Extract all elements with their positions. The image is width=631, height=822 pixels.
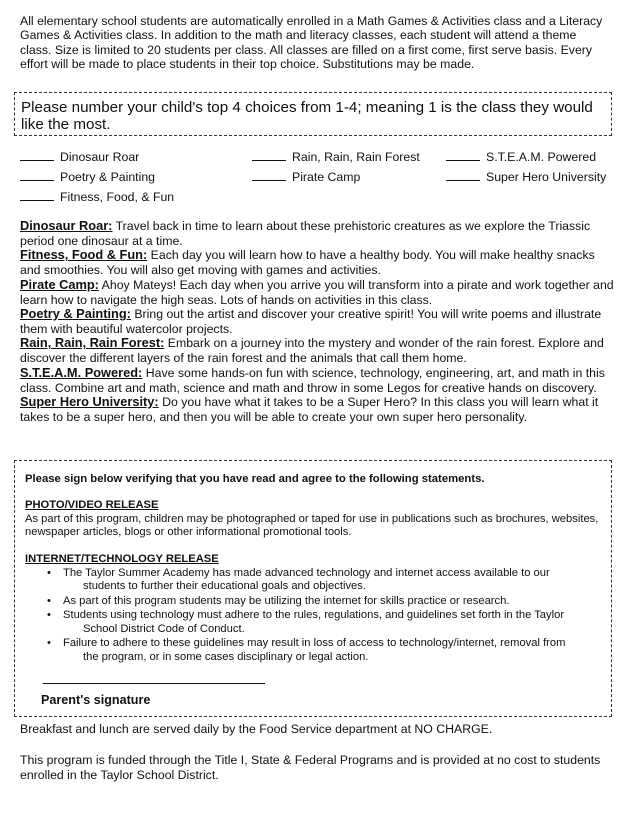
choice-label: Fitness, Food, & Fun bbox=[60, 190, 175, 204]
list-item bbox=[45, 609, 601, 636]
choice-steam-powered[interactable] bbox=[446, 150, 596, 165]
list-item bbox=[45, 637, 601, 664]
choice-super-hero-university[interactable] bbox=[446, 170, 606, 185]
internet-release-list bbox=[45, 567, 601, 665]
desc-poetry-painting bbox=[20, 307, 614, 336]
bullet-text-continued: School District Code of Conduct. bbox=[83, 622, 245, 635]
desc-text: Travel back in time to learn about these prehistoric creatures as we explore the Triassic period one dinosaur at a time. bbox=[20, 219, 591, 248]
choice-label: Dinosaur Roar bbox=[60, 150, 140, 164]
rank-blank[interactable] bbox=[252, 171, 286, 181]
bullet-icon: • bbox=[47, 594, 51, 607]
desc-fitness-food-fun bbox=[20, 248, 614, 277]
choice-label: S.T.E.A.M. Powered bbox=[486, 150, 597, 164]
desc-title: Poetry & Painting: bbox=[20, 306, 131, 322]
desc-steam-powered bbox=[20, 366, 614, 395]
bullet-text: The Taylor Summer Academy has made advanced technology and internet access available to our bbox=[63, 567, 550, 579]
bullet-text-continued: the program, or in some cases disciplinary or legal action. bbox=[83, 650, 369, 663]
desc-super-hero-university bbox=[20, 395, 614, 424]
bullet-icon: • bbox=[47, 567, 51, 579]
bullet-text: Failure to adhere to these guidelines may result in loss of access to technology/internet, removal from bbox=[63, 637, 566, 650]
desc-text: Do you have what it takes to be a Super Hero? In this class you will learn what it takes to be a super hero, and then you will be able to create your own super hero personality. bbox=[20, 395, 599, 425]
desc-title: Dinosaur Roar: bbox=[20, 218, 113, 233]
agreement-box bbox=[14, 460, 612, 717]
signature-label: Parent's signature bbox=[41, 693, 151, 707]
list-item bbox=[45, 595, 601, 608]
bullet-text-continued: students to further their educational goals and objectives. bbox=[83, 580, 366, 593]
class-descriptions bbox=[20, 219, 614, 424]
bullet-icon: • bbox=[47, 637, 51, 650]
photo-release-title: PHOTO/VIDEO RELEASE bbox=[25, 499, 159, 511]
choice-pirate-camp[interactable] bbox=[252, 170, 360, 185]
choice-rain-forest[interactable] bbox=[252, 150, 420, 165]
rank-blank[interactable] bbox=[20, 171, 54, 181]
bullet-text: Students using technology must adhere to the rules, regulations, and guidelines set forth in the Taylor bbox=[63, 609, 565, 622]
choice-label: Poetry & Painting bbox=[60, 170, 156, 184]
internet-release-title: INTERNET/TECHNOLOGY RELEASE bbox=[25, 553, 219, 565]
bullet-icon: • bbox=[47, 609, 51, 622]
rank-blank[interactable] bbox=[20, 191, 54, 201]
rank-blank[interactable] bbox=[20, 151, 54, 161]
choice-label: Rain, Rain, Rain Forest bbox=[292, 150, 420, 164]
meals-note: Breakfast and lunch are served daily by the Food Service department at NO CHARGE. bbox=[20, 722, 493, 736]
intro-paragraph: All elementary school students are automatically enrolled in a Math Games & Activities class and a Literacy Games & Activities class. In addition to the math and literacy classes, each student will attend a theme class. Size is limited to 20 students per class. All classes are filled on a first come, first serve basis. Every effort will be made to place students in their top choice. Substitutions may be made. bbox=[20, 14, 603, 72]
class-choice-list bbox=[20, 150, 620, 210]
list-item bbox=[45, 567, 601, 594]
choice-dinosaur-roar[interactable] bbox=[20, 150, 139, 165]
rank-blank[interactable] bbox=[446, 151, 480, 161]
desc-dinosaur-roar bbox=[20, 219, 614, 248]
desc-title: Super Hero University: bbox=[20, 394, 159, 410]
signature-line[interactable] bbox=[43, 683, 265, 684]
funding-note: This program is funded through the Title I, State & Federal Programs and is provided at no cost to students enrolled in the Taylor School District. bbox=[20, 753, 601, 782]
agreement-heading: Please sign below verifying that you have read and agree to the following statements. bbox=[25, 473, 485, 485]
rank-blank[interactable] bbox=[446, 171, 480, 181]
desc-text: Bring out the artist and discover your creative spirit! You will write poems and illustrate them with beautiful watercolor projects. bbox=[20, 307, 602, 336]
desc-text: Each day you will learn how to have a healthy body. You will make healthy snacks and smoothies. You will also get moving with games and activities. bbox=[20, 248, 595, 278]
photo-release-text: As part of this program, children may be photographed or taped for use in publications such as brochures, websites, newspaper articles, blogs or other informational promotional tools. bbox=[25, 513, 599, 539]
rank-instruction: Please number your child's top 4 choices from 1-4; meaning 1 is the class they would like the most. bbox=[21, 99, 593, 134]
rank-instruction-box bbox=[14, 92, 612, 136]
choice-fitness-food-fun[interactable] bbox=[20, 190, 174, 205]
choice-poetry-painting[interactable] bbox=[20, 170, 155, 185]
desc-text: Embark on a journey into the mystery and wonder of the rain forest. Explore and discover the different layers of the rain forest and the animals that call them home. bbox=[20, 336, 604, 366]
desc-title: Fitness, Food & Fun: bbox=[20, 247, 148, 263]
desc-pirate-camp bbox=[20, 278, 614, 307]
rank-blank[interactable] bbox=[252, 151, 286, 161]
bullet-text: As part of this program students may be utilizing the internet for skills practice or research. bbox=[63, 594, 510, 607]
choice-label: Super Hero University bbox=[486, 170, 607, 184]
desc-text: Have some hands-on fun with science, technology, engineering, art, and math in this class. Combine art and math, science and math and throw in some Legos for creative hands on discovery. bbox=[20, 365, 605, 395]
desc-rain-forest bbox=[20, 336, 614, 365]
desc-title: S.T.E.A.M. Powered: bbox=[20, 364, 143, 380]
desc-title: Rain, Rain, Rain Forest: bbox=[20, 335, 165, 351]
desc-title: Pirate Camp: bbox=[20, 276, 99, 292]
choice-label: Pirate Camp bbox=[292, 170, 361, 184]
desc-text: Ahoy Mateys! Each day when you arrive you will transform into a pirate and work together and learn how to navigate the high seas. Lots of hands on activities in this class. bbox=[20, 277, 614, 307]
